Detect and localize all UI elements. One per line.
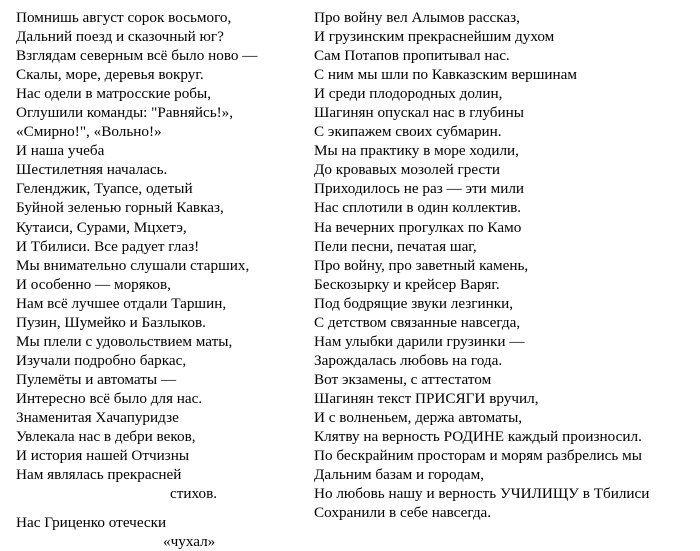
poem-line: Приходилось не раз — эти мили — [314, 180, 525, 198]
poem-line: Дальним базам и городам, — [314, 466, 485, 484]
poem-line: Шестилетняя началась. — [16, 161, 168, 179]
poem-line: Сам Потапов пропитывал нас. — [314, 47, 510, 65]
poem-line: До кровавых мозолей грести — [314, 161, 500, 179]
poem-line: Нам всё лучшее отдали Таршин, — [16, 294, 227, 312]
poem-line: Интересно всё было для нас. — [16, 389, 203, 407]
poem-line: Мы внимательно слушали старших, — [16, 256, 250, 274]
poem-line: Скалы, море, деревья вокруг. — [16, 66, 204, 84]
poem-line: Буйной зеленью горный Кавказ, — [16, 199, 224, 217]
poem-line: Про войну, про заветный камень, — [314, 256, 529, 274]
poem-line: И история нашей Отчизны — [16, 447, 190, 465]
poem-line: И грузинским прекраснейшим духом — [314, 28, 555, 46]
poem-line: Под бодрящие звуки лезгинки, — [314, 294, 514, 312]
poem-line: Кутаиси, Сурами, Мцхетэ, — [16, 218, 187, 236]
poem-left-column — [16, 8, 296, 551]
poem-line: Нас одели в матросские робы, — [16, 85, 212, 103]
poem-right-column — [314, 8, 698, 522]
poem-line: Нам являлась прекрасней — [16, 466, 182, 484]
stanza-gap — [16, 503, 296, 513]
poem-line-indented: стихов. — [170, 485, 218, 503]
poem-line: По бескрайним просторам и морям разбрелись мы — [314, 447, 642, 465]
poem-line: Взглядам северным всё было ново — — [16, 47, 258, 65]
poem-line: Клятву на верность РОДИНЕ каждый произносил. — [314, 428, 642, 446]
poem-line: Пузин, Шумейко и Базлыков. — [16, 313, 206, 331]
poem-line: Помнишь август сорок восьмого, — [16, 9, 232, 26]
poem-line: Нам улыбки дарили грузинки — — [314, 332, 525, 350]
poem-line: Пулемёты и автоматы — — [16, 370, 177, 388]
poem-line: Нас Гриценко отечески — [16, 514, 167, 532]
poem-line: Сохранили в себе навсегда. — [314, 504, 492, 522]
poem-line: На вечерних прогулках по Камо — [314, 218, 522, 236]
poem-line: Шагинян опускал нас в глубины — [314, 104, 524, 122]
poem-line-indented: «чухал» — [163, 533, 216, 551]
poem-line: Бескозырку и крейсер Варяг. — [314, 275, 500, 293]
poem-line: Геленджик, Туапсе, одетый — [16, 180, 193, 198]
poem-line: Увлекала нас в дебри веков, — [16, 428, 196, 446]
poem-line: Про войну вел Алымов рассказ, — [314, 9, 520, 26]
poem-line: Дальний поезд и сказочный юг? — [16, 28, 224, 46]
poem-line: Изучали подробно баркас, — [16, 351, 187, 369]
poem-line: С ним мы шли по Кавказским вершинам — [314, 66, 578, 84]
poem-line: Пели песни, печатая шаг, — [314, 237, 477, 255]
poem-line: Оглушили команды: "Равняйсь!», — [16, 104, 234, 122]
poem-line: Зарождалась любовь на года. — [314, 351, 503, 369]
poem-line: И Тбилиси. Все радует глаз! — [16, 237, 200, 255]
poem-line: Знаменитая Хачапуридзе — [16, 408, 179, 426]
poem-line: И наша учеба — [16, 142, 105, 160]
poem-line: С экипажем своих субмарин. — [314, 123, 502, 141]
poem-line: И особенно — моряков, — [16, 275, 171, 293]
poem-line: С детством связанные навсегда, — [314, 313, 521, 331]
poem-line: Вот экзамены, с аттестатом — [314, 370, 492, 388]
poem-line: Мы плели с удовольствием маты, — [16, 332, 233, 350]
poem-line: Нас сплотили в один коллектив. — [314, 199, 522, 217]
poem-line: Мы на практику в море ходили, — [314, 142, 519, 160]
poem-line: Но любовь нашу и верность УЧИЛИЩУ в Тбилиси — [314, 485, 650, 503]
poem-line: «Смирно!", «Вольно!» — [16, 123, 162, 141]
poem-line: И с волненьем, держа автоматы, — [314, 408, 523, 426]
poem-line: Шагинян текст ПРИСЯГИ вручил, — [314, 389, 539, 407]
poem-line: И среди плодородных долин, — [314, 85, 503, 103]
